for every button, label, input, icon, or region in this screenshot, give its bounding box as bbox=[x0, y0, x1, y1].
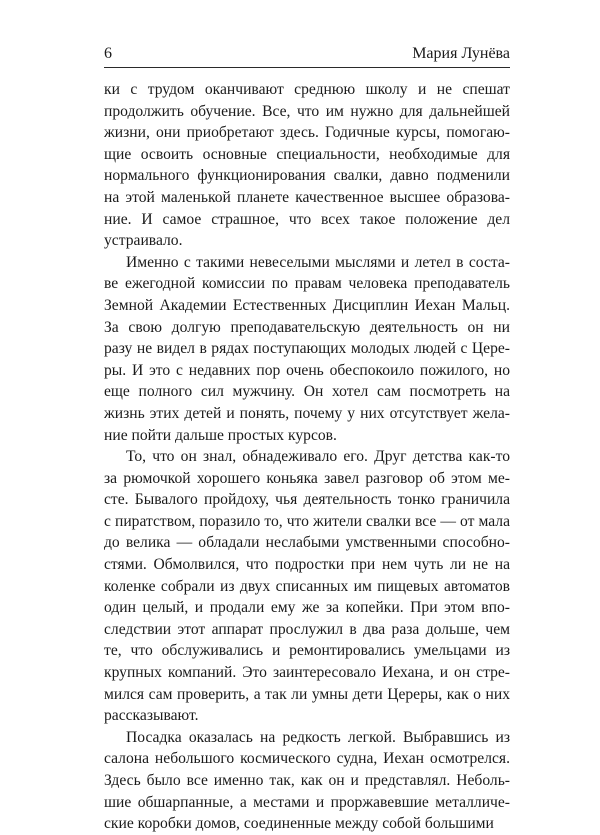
text-line: ве ежегодной комиссии по правам человека преподаватель bbox=[104, 275, 510, 293]
page-number: 6 bbox=[104, 45, 112, 62]
text-line: за рюмочкой хорошего коньяка завел разговор об этом ме- bbox=[104, 469, 510, 487]
text-line: За свою долгую преподавательскую деятельность он ни bbox=[104, 318, 510, 336]
text-line: на этой маленькой планете качественное высшее образова- bbox=[104, 188, 510, 206]
text-line: жизнь этих детей и понять, почему у них отсутствует жела- bbox=[104, 404, 510, 422]
text-line: нормального функционирования свалки, давно подменили bbox=[104, 167, 510, 185]
text-line: сте. Бывалого пройдоху, чья деятельность тонко граничила bbox=[104, 491, 510, 509]
text-line: Посадка оказалась на редкость легкой. Выбравшись из bbox=[126, 728, 510, 746]
text-line: ние. И самое страшное, что всех такое положение дел bbox=[104, 210, 510, 228]
text-line: Здесь было все именно так, как он и представлял. Неболь- bbox=[104, 772, 510, 789]
text-line: ние пойти дальше простых курсов. bbox=[104, 426, 337, 444]
page-header bbox=[104, 44, 510, 66]
text-line: до велика — обладали неслабыми умственными способно- bbox=[104, 534, 510, 552]
text-line: щие освоить основные специальности, необходимые для bbox=[104, 145, 510, 163]
text-line: ры. И это с недавних пор очень обеспокоило пожилого, но bbox=[104, 361, 510, 379]
paragraph bbox=[104, 727, 510, 835]
text-line: стями. Обмолвился, что подростки при нем чуть ли не на bbox=[104, 556, 510, 574]
text-line: ки с трудом оканчивают среднюю школу и не спешат bbox=[104, 81, 510, 98]
body-text bbox=[104, 79, 510, 835]
text-line: рассказывают. bbox=[104, 707, 199, 725]
text-line: То, что он знал, обнадеживало его. Друг детства как-то bbox=[126, 448, 510, 466]
text-line: еще полного сил мужчину. Он хотел сам посмотреть на bbox=[104, 383, 510, 401]
text-line: те, что обслуживались и ремонтировались умельцами из bbox=[104, 642, 510, 660]
header-rule bbox=[104, 67, 510, 68]
text-line: Земной Академии Естественных Дисциплин Иехан Мальц. bbox=[104, 296, 510, 314]
text-line: крупных компаний. Это заинтересовало Иехана, и он стре- bbox=[104, 664, 510, 682]
text-line: следствии этот аппарат прослужил в два раза дольше, чем bbox=[104, 620, 510, 638]
text-line: ские коробки домов, соединенные между собой большими bbox=[104, 815, 494, 833]
paragraph bbox=[104, 79, 510, 252]
text-line: жизни, они приобретают здесь. Годичные курсы, помогаю- bbox=[104, 124, 510, 142]
text-line: салона небольшого космического судна, Иехан осмотрелся. bbox=[104, 750, 510, 768]
text-line: устраивало. bbox=[104, 232, 183, 250]
text-line: разу не видел в рядах поступающих молодых людей с Цере- bbox=[104, 340, 510, 358]
paragraph bbox=[104, 252, 510, 446]
text-line: мился сам проверить, а так ли умны дети Цереры, как о них bbox=[104, 685, 510, 703]
text-line: с пиратством, поразило то, что жители свалки все — от мала bbox=[104, 512, 510, 530]
text-line: Именно с такими невеселыми мыслями и летел в соста- bbox=[126, 253, 510, 271]
text-line: один целый, и продали ему же за копейки. При этом впо- bbox=[104, 599, 510, 617]
text-line: коленке собрали из двух списанных им пищевых автоматов bbox=[104, 577, 510, 595]
running-head-author: Мария Лунёва bbox=[412, 45, 510, 62]
text-line: шие обшарпанные, а местами и проржавевшие металличе- bbox=[104, 793, 510, 811]
text-line: продолжить обучение. Все, что им нужно для дальнейшей bbox=[104, 102, 510, 120]
paragraph bbox=[104, 446, 510, 727]
